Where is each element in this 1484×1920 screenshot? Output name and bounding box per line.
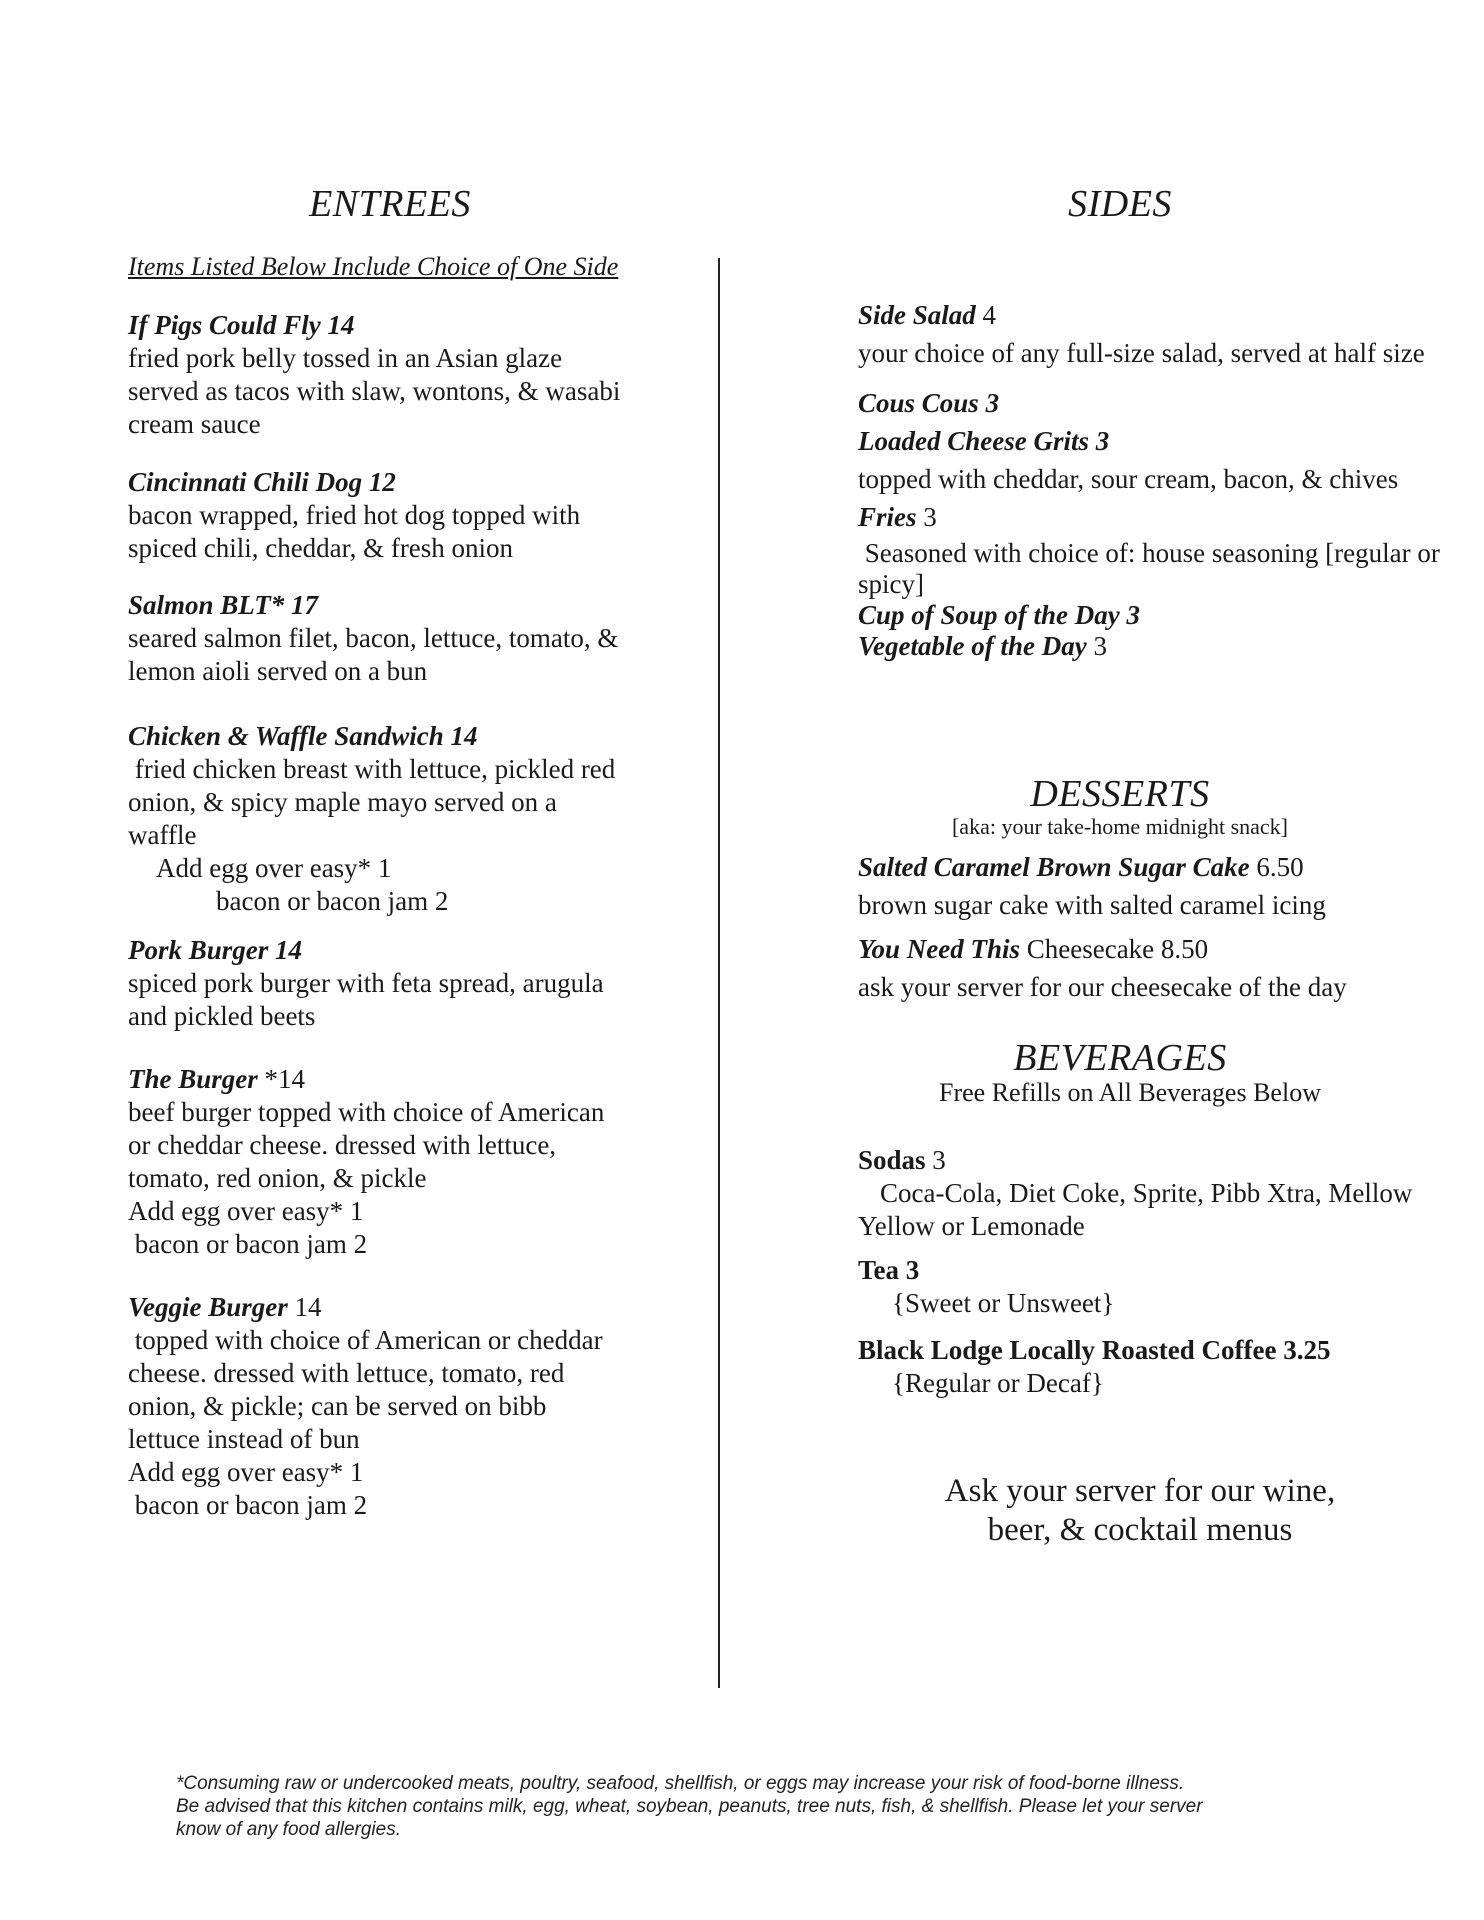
- disclaimer-line: *Consuming raw or undercooked meats, poultry, seafood, shellfish, or eggs may increase your risk of food-borne illness.: [176, 1773, 1185, 1794]
- side-name: Loaded Cheese Grits 3: [858, 426, 1110, 456]
- desserts-title: DESSERTS: [1030, 773, 1210, 815]
- column-divider: [718, 258, 720, 1688]
- entrees-note: Items Listed Below Include Choice of One Side: [128, 252, 619, 281]
- dessert-name: You Need This: [858, 934, 1020, 964]
- entree-desc-line: fried chicken breast with lettuce, pickled red: [128, 754, 616, 784]
- side-price: 4: [975, 300, 997, 330]
- dessert-item: [858, 848, 1458, 924]
- entrees-title: ENTREES: [309, 183, 471, 225]
- beverage-desc: {Regular or Decaf}: [892, 1368, 1104, 1398]
- closing-line: Ask your server for our wine,: [944, 1473, 1336, 1509]
- entree-desc-line: lemon aioli served on a bun: [128, 656, 428, 686]
- entree-addon: Add egg over easy* 1: [128, 1196, 364, 1226]
- desserts-subtitle: [aka: your take-home midnight snack]: [951, 814, 1288, 839]
- dessert-suffix: Cheesecake 8.50: [1020, 934, 1209, 964]
- entree-item: [128, 589, 688, 688]
- side-name: Cous Cous 3: [858, 388, 1000, 418]
- beverage-desc: {Sweet or Unsweet}: [892, 1288, 1115, 1318]
- entree-desc-line: onion, & spicy maple mayo served on a: [128, 787, 557, 817]
- side-name: Cup of Soup of the Day 3: [858, 600, 1141, 630]
- entree-name: Chicken & Waffle Sandwich 14: [128, 721, 478, 751]
- entree-addon: bacon or bacon jam 2: [216, 886, 449, 916]
- entree-item: [128, 309, 688, 441]
- entree-desc-line: lettuce instead of bun: [128, 1424, 360, 1454]
- entree-desc-line: onion, & pickle; can be served on bibb: [128, 1391, 547, 1421]
- entree-name: Cincinnati Chili Dog 12: [128, 467, 396, 497]
- entree-addon: Add egg over easy* 1: [156, 853, 392, 883]
- entree-name: If Pigs Could Fly 14: [128, 310, 355, 340]
- dessert-desc: brown sugar cake with salted caramel icing: [858, 890, 1326, 920]
- entree-addon: bacon or bacon jam 2: [128, 1229, 368, 1259]
- entree-desc-line: bacon wrapped, fried hot dog topped with: [128, 500, 581, 530]
- drinks-menu-note: [900, 1472, 1380, 1550]
- beverage-name: Black Lodge Locally Roasted Coffee 3.25: [858, 1335, 1331, 1365]
- side-name: Fries: [858, 502, 917, 532]
- entree-price: *14: [257, 1064, 306, 1094]
- entree-addon: Add egg over easy* 1: [128, 1457, 364, 1487]
- dessert-price: 6.50: [1249, 852, 1304, 882]
- entree-name: The Burger: [128, 1064, 258, 1094]
- closing-line: beer, & cocktail menus: [987, 1512, 1293, 1548]
- dessert-desc: ask your server for our cheesecake of the day: [858, 972, 1347, 1002]
- side-name: Side Salad: [858, 300, 976, 330]
- side-item: [858, 538, 1448, 662]
- entree-name: Veggie Burger: [128, 1292, 288, 1322]
- entree-name: Salmon BLT* 17: [128, 590, 319, 620]
- entree-desc-line: fried pork belly tossed in an Asian glaze: [128, 343, 563, 373]
- entree-desc-line: beef burger topped with choice of American: [128, 1097, 605, 1127]
- beverage-item: [858, 1144, 1458, 1243]
- entree-desc-line: cream sauce: [128, 409, 261, 439]
- beverage-name: Sodas: [858, 1145, 926, 1175]
- entree-item: [128, 720, 688, 918]
- entree-desc-line: cheese. dressed with lettuce, tomato, red: [128, 1358, 565, 1388]
- entree-desc-line: and pickled beets: [128, 1001, 316, 1031]
- entree-item: [128, 466, 688, 565]
- entree-item: [128, 1291, 688, 1522]
- beverages-title: BEVERAGES: [1013, 1037, 1227, 1079]
- beverage-item: [858, 1254, 1458, 1320]
- side-desc: your choice of any full-size salad, served at half size: [858, 338, 1425, 368]
- entree-desc-line: spiced pork burger with feta spread, arugula: [128, 968, 604, 998]
- disclaimer-line: know of any food allergies.: [176, 1819, 401, 1840]
- entree-desc-line: waffle: [128, 820, 197, 850]
- side-item: [858, 296, 1458, 372]
- entree-desc-line: tomato, red onion, & pickle: [128, 1163, 427, 1193]
- sides-title: SIDES: [1068, 183, 1172, 225]
- side-desc: topped with cheddar, sour cream, bacon, & chives: [858, 464, 1399, 494]
- entree-price: 14: [287, 1292, 322, 1322]
- beverages-subtitle: Free Refills on All Beverages Below: [939, 1078, 1321, 1107]
- side-desc: Seasoned with choice of: house seasoning [regular or spicy]: [858, 538, 1447, 599]
- beverage-name: Tea 3: [858, 1255, 920, 1285]
- entree-item: [128, 1063, 688, 1261]
- entree-desc-line: spiced chili, cheddar, & fresh onion: [128, 533, 514, 563]
- allergy-disclaimer: [176, 1772, 1326, 1841]
- dessert-name: Salted Caramel Brown Sugar Cake: [858, 852, 1250, 882]
- side-price: 3: [1086, 631, 1107, 661]
- entree-addon: bacon or bacon jam 2: [128, 1490, 368, 1520]
- entree-item: [128, 934, 688, 1033]
- entree-desc-line: topped with choice of American or cheddar: [128, 1325, 603, 1355]
- disclaimer-line: Be advised that this kitchen contains milk, egg, wheat, soybean, peanuts, tree nuts, fish, & shellfish. Please let your server: [176, 1796, 1203, 1817]
- side-price: 3: [916, 502, 937, 532]
- entree-desc-line: seared salmon filet, bacon, lettuce, tomato, &: [128, 623, 619, 653]
- side-name: Vegetable of the Day: [858, 631, 1087, 661]
- beverage-price: 3: [925, 1145, 946, 1175]
- entree-desc-line: served as tacos with slaw, wontons, & wasabi: [128, 376, 621, 406]
- entree-desc-line: or cheddar cheese. dressed with lettuce,: [128, 1130, 557, 1160]
- beverage-desc: Coca-Cola, Diet Coke, Sprite, Pibb Xtra, Mellow Yellow or Lemonade: [858, 1178, 1413, 1241]
- entree-name: Pork Burger 14: [128, 935, 303, 965]
- beverage-item: [858, 1334, 1458, 1400]
- dessert-item: [858, 930, 1458, 1006]
- side-item: [858, 384, 1458, 536]
